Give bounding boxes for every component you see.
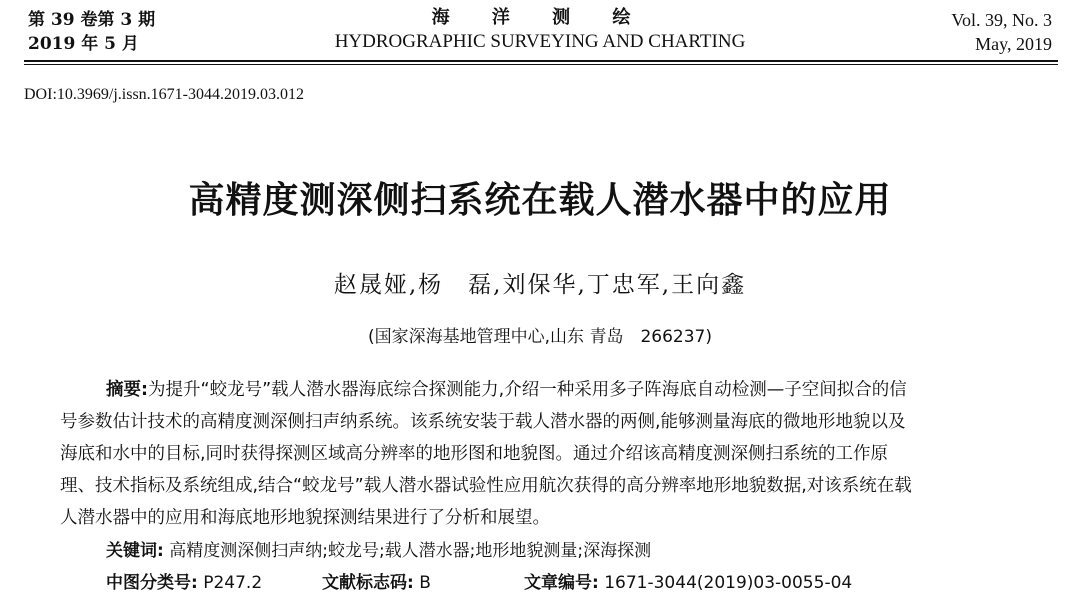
- article-number-value: 1671-3044(2019)03-0055-04: [604, 573, 853, 593]
- header-rule-thick: [24, 60, 1058, 62]
- abstract-line-3: 海底和水中的目标,同时获得探测区域高分辨率的地形图和地貌图。通过介绍该高精度测深侧扫系统的工作原: [60, 444, 889, 464]
- date-cn: 2019 年 5 月: [28, 34, 139, 54]
- keywords: [106, 536, 651, 561]
- abstract-line-2: 号参数估计技术的高精度测深侧扫声纳系统。该系统安装于载人潜水器的两侧,能够测量海底的微地形地貌以及: [60, 412, 906, 432]
- keywords-value: 高精度测深侧扫声纳;蛟龙号;载人潜水器;地形地貌测量;深海探测: [169, 541, 652, 561]
- article-number: [524, 568, 852, 593]
- abstract: [60, 374, 1028, 534]
- affiliation: (国家深海基地管理中心,山东 青岛 266237): [368, 327, 712, 347]
- keywords-label: 关键词:: [106, 541, 164, 561]
- abstract-label: 摘要:: [106, 380, 148, 400]
- document-code: [322, 568, 431, 593]
- volume-issue-en: Vol. 39, No. 3: [951, 10, 1052, 30]
- abstract-line-4: 理、技术指标及系统组成,结合“蛟龙号”载人潜水器试验性应用航次获得的高分辨率地形地貌数据,对该系统在载: [60, 476, 912, 496]
- date-en: May, 2019: [975, 34, 1052, 54]
- header-rule-thin: [24, 64, 1058, 65]
- journal-title-en: HYDROGRAPHIC SURVEYING AND CHARTING: [334, 31, 746, 52]
- header-center: [0, 6, 1080, 54]
- volume-issue-cn: 第 39 卷第 3 期: [28, 10, 156, 30]
- header-right: [951, 8, 1052, 56]
- paper-title: 高精度测深侧扫系统在载人潜水器中的应用: [188, 180, 892, 221]
- classification-value: P247.2: [203, 573, 263, 593]
- article-number-label: 文章编号:: [524, 573, 599, 593]
- document-code-label: 文献标志码:: [322, 573, 414, 593]
- authors: 赵晟娅,杨 磊,刘保华,丁忠军,王向鑫: [333, 272, 747, 298]
- document-code-value: B: [419, 573, 431, 593]
- abstract-line-5: 人潜水器中的应用和海底地形地貌探测结果进行了分析和展望。: [60, 508, 550, 528]
- classification-number: [106, 568, 262, 593]
- abstract-line-1: 摘要:为提升“蛟龙号”载人潜水器海底综合探测能力,介绍一种采用多子阵海底自动检测—子空间拟合的信: [106, 380, 907, 400]
- doi[interactable]: DOI:10.3969/j.issn.1671-3044.2019.03.012: [24, 86, 304, 103]
- classification-label: 中图分类号:: [106, 573, 198, 593]
- journal-title-cn: 海 洋 测 绘: [431, 7, 649, 28]
